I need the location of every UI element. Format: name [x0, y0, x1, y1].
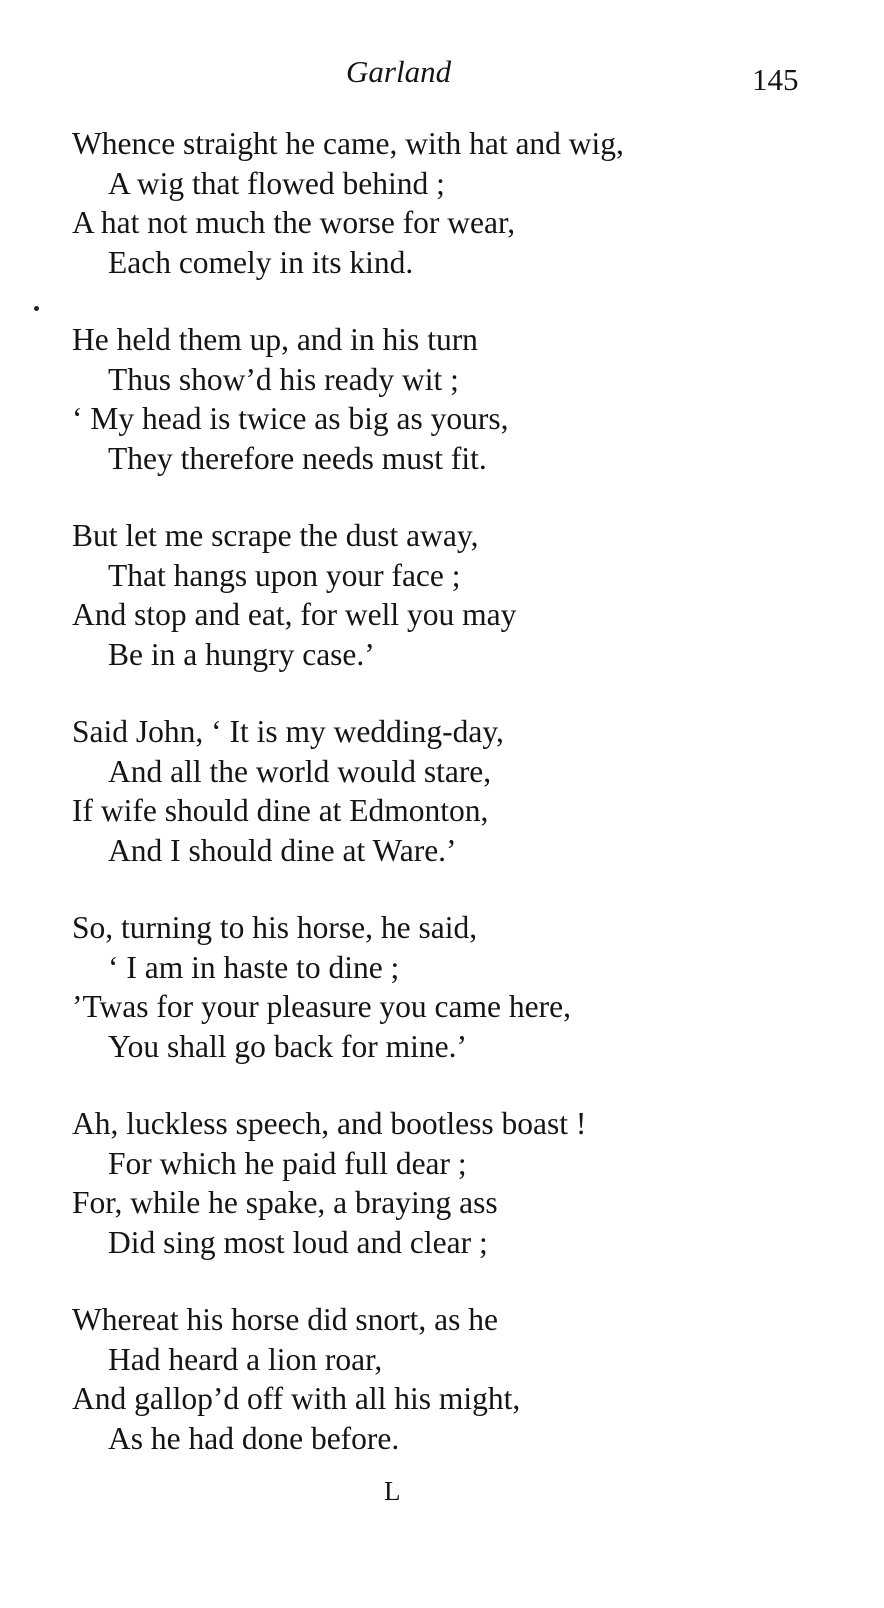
poem-line: For, while he spake, a braying ass [72, 1185, 498, 1220]
stanza-5 [72, 908, 862, 1066]
stanza-4 [72, 712, 862, 870]
poem-line: A hat not much the worse for wear, [72, 205, 516, 240]
poem-line: And stop and eat, for well you may [72, 597, 517, 632]
poem-line: So, turning to his horse, he said, [72, 910, 478, 945]
poem-line: As he had done before. [108, 1420, 400, 1456]
poem-line: He held them up, and in his turn [72, 322, 478, 357]
poem-line: And all the world would stare, [108, 753, 492, 789]
poem-line: And gallop’d off with all his might, [72, 1381, 521, 1416]
stanza-6 [72, 1104, 862, 1262]
poem-line: Whence straight he came, with hat and wig, [72, 126, 624, 161]
signature-mark: L [384, 1476, 401, 1506]
stanza-1 [72, 124, 862, 282]
poem-line: Did sing most loud and clear ; [108, 1224, 488, 1260]
poem-line: If wife should dine at Edmonton, [72, 793, 489, 828]
poem [72, 124, 862, 1496]
poem-line: A wig that flowed behind ; [108, 165, 445, 201]
running-title: Garland [346, 54, 452, 89]
poem-line: For which he paid full dear ; [108, 1145, 467, 1181]
poem-line: Thus show’d his ready wit ; [108, 361, 459, 397]
poem-line: That hangs upon your face ; [108, 557, 461, 593]
poem-line: They therefore needs must fit. [108, 440, 487, 476]
poem-line: Whereat his horse did snort, as he [72, 1302, 499, 1337]
poem-line: Be in a hungry case.’ [108, 636, 375, 672]
stanza-2 [72, 320, 862, 478]
poem-line: ’Twas for your pleasure you came here, [72, 989, 571, 1024]
stanza-7 [72, 1300, 862, 1458]
poem-line: Each comely in its kind. [108, 244, 414, 280]
poem-line: But let me scrape the dust away, [72, 518, 479, 553]
stanza-3 [72, 516, 862, 674]
page-number: 145 [752, 62, 799, 97]
poem-line: ‘ My head is twice as big as yours, [72, 401, 509, 436]
poem-line: You shall go back for mine.’ [108, 1028, 468, 1064]
ink-speck [34, 306, 39, 311]
poem-line: Ah, luckless speech, and bootless boast ! [72, 1106, 587, 1141]
poem-line: Said John, ‘ It is my wedding-day, [72, 714, 504, 749]
poem-line: And I should dine at Ware.’ [108, 832, 457, 868]
poem-line: ‘ I am in haste to dine ; [108, 949, 400, 985]
poem-line: Had heard a lion roar, [108, 1341, 383, 1377]
